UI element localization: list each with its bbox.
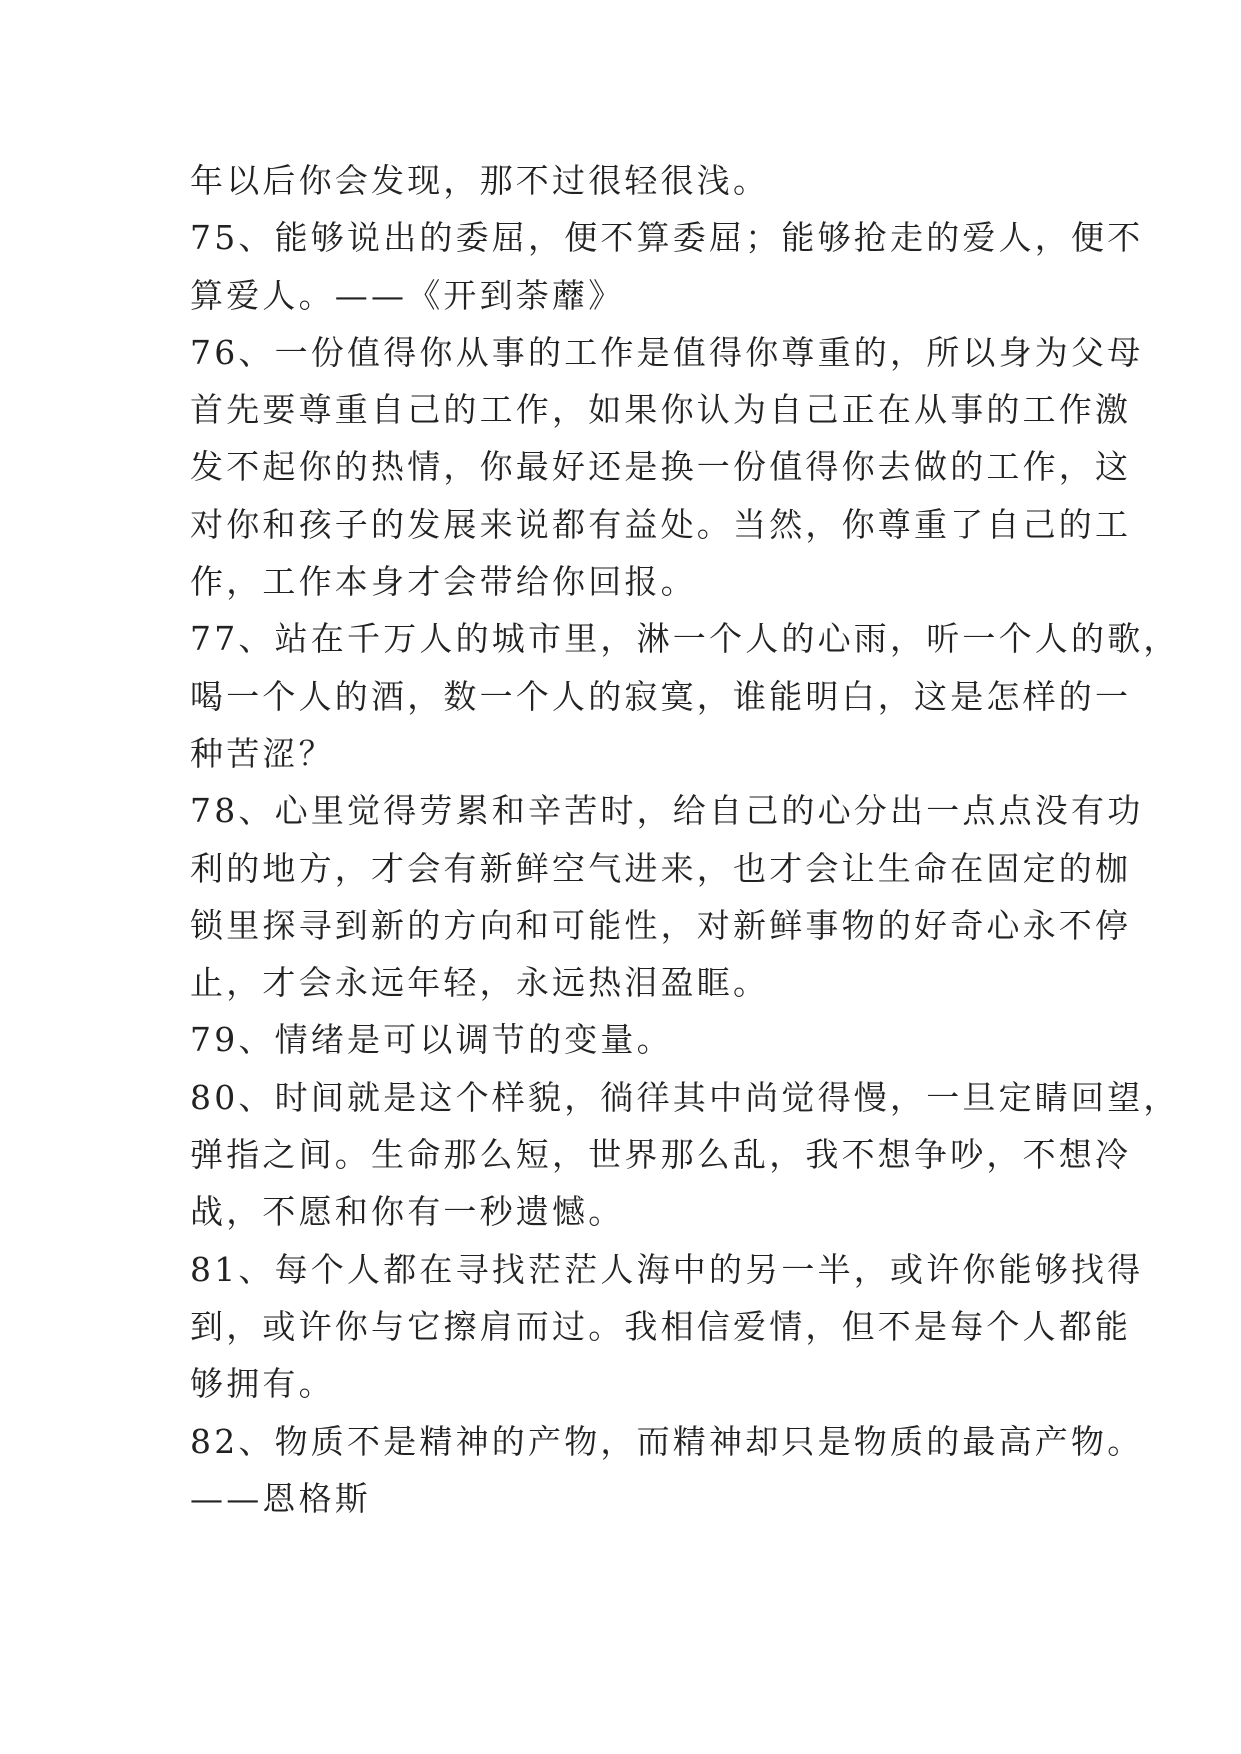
- text-line: 78、心里觉得劳累和辛苦时，给自己的心分出一点点没有功: [190, 791, 1144, 831]
- text-line: 年以后你会发现，那不过很轻很浅。: [190, 161, 770, 200]
- text-line: 到，或许你与它擦肩而过。我相信爱情，但不是每个人都能: [190, 1306, 1132, 1346]
- text-line: ——恩格斯: [190, 1478, 371, 1518]
- text-line: 弹指之间。生命那么短，世界那么乱，我不想争吵，不想冷: [190, 1135, 1132, 1175]
- text-line: 作，工作本身才会带给你回报。: [190, 562, 697, 602]
- text-line: 81、每个人都在寻找茫茫人海中的另一半，或许你能够找得: [190, 1249, 1144, 1289]
- text-line: 77、站在千万人的城市里，淋一个人的心雨，听一个人的歌，: [190, 619, 1180, 659]
- text-line: 利的地方，才会有新鲜空气进来，也才会让生命在固定的枷: [190, 848, 1132, 888]
- text-line: 种苦涩？: [190, 733, 335, 773]
- text-line: 80、时间就是这个样貌，徜徉其中尚觉得慢，一旦定睛回望，: [190, 1077, 1180, 1117]
- text-line: 战，不愿和你有一秒遗憾。: [190, 1192, 625, 1232]
- text-line: 75、能够说出的委屈，便不算委屈；能够抢走的爱人，便不: [190, 218, 1144, 258]
- text-line: 喝一个人的酒，数一个人的寂寞，谁能明白，这是怎样的一: [190, 676, 1132, 716]
- text-line: 82、物质不是精神的产物，而精神却只是物质的最高产物。: [190, 1421, 1144, 1461]
- text-line: 76、一份值得你从事的工作是值得你尊重的，所以身为父母: [190, 332, 1144, 372]
- text-line: 够拥有。: [190, 1364, 335, 1404]
- document-body: [190, 152, 1180, 1527]
- text-line: 79、情绪是可以调节的变量。: [190, 1020, 673, 1060]
- text-line: 首先要尊重自己的工作，如果你认为自己正在从事的工作激: [190, 390, 1132, 430]
- text-line: 锁里探寻到新的方向和可能性，对新鲜事物的好奇心永不停: [190, 905, 1132, 945]
- text-line: 发不起你的热情，你最好还是换一份值得你去做的工作，这: [190, 447, 1132, 487]
- text-line: 对你和孩子的发展来说都有益处。当然，你尊重了自己的工: [190, 504, 1132, 544]
- text-line: 止，才会永远年轻，永远热泪盈眶。: [190, 963, 770, 1003]
- text-line: 算爱人。——《开到荼蘼》: [190, 275, 625, 315]
